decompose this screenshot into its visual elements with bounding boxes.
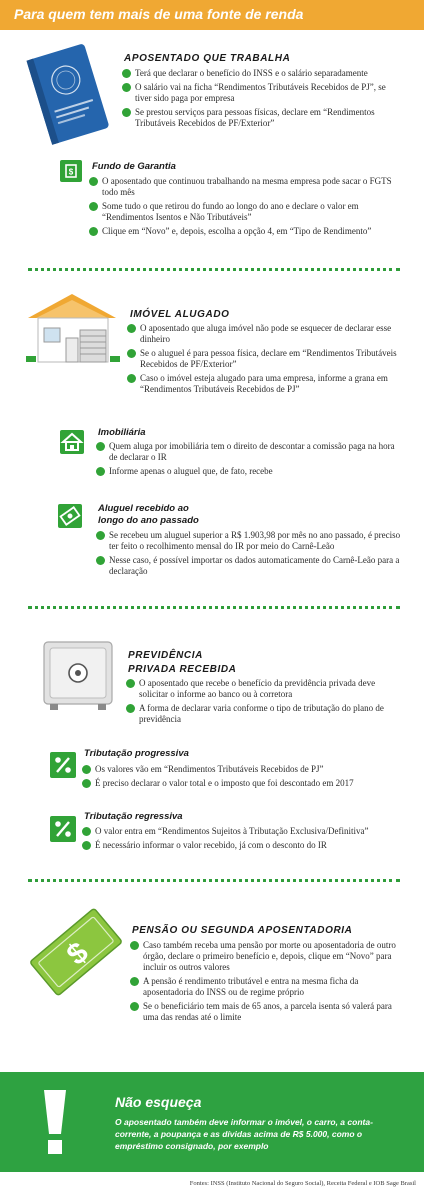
list-item: Se o beneficiário tem mais de 65 anos, a parcela isenta só valerá para uma das rendas até o limite <box>130 1001 402 1023</box>
bullet-list <box>82 764 400 792</box>
header-banner <box>0 0 424 30</box>
work-card-icon <box>20 42 116 146</box>
svg-text:$: $ <box>68 167 74 177</box>
section-divider <box>28 879 400 882</box>
list-item: Clique em “Novo” e, depois, escolha a opção 4, em “Tipo de Rendimento” <box>89 226 401 237</box>
list-item: É preciso declarar o valor total e o imposto que foi descontado em 2017 <box>82 778 400 789</box>
bullet-list <box>82 826 400 854</box>
subsection-title-aluguel: Aluguel recebido ao longo do ano passado <box>98 503 199 526</box>
list-item: Informe apenas o aluguel que, de fato, recebe <box>96 466 396 477</box>
section-divider <box>28 606 400 609</box>
section-title-imovel: IMÓVEL ALUGADO <box>130 309 230 320</box>
list-item: O aposentado que aluga imóvel não pode se esquecer de declarar esse dinheiro <box>127 323 401 345</box>
list-item: O valor entra em “Rendimentos Sujeitos à Tributação Exclusiva/Definitiva” <box>82 826 400 837</box>
list-item: Quem aluga por imobiliária tem o direito de descontar a comissão paga na hora de declarar o IR <box>96 441 396 463</box>
list-item: Terá que declarar o benefício do INSS e o salário separadamente <box>122 68 400 79</box>
source-note: Fontes: INSS (Instituto Nacional do Seguro Social), Receita Federal e IOB Sage Brasil <box>189 1180 416 1187</box>
list-item: O aposentado que recebe o benefício da previdência privada deve solicitar o informe ao banco ou à corretora <box>126 678 402 700</box>
bullet-list <box>122 68 400 132</box>
list-item: Nesse caso, é possível importar os dados automaticamente do Carnê-Leão para a declaração <box>96 555 402 577</box>
bullet-list <box>89 176 401 240</box>
svg-text:$: $ <box>60 935 95 972</box>
bullet-list <box>96 530 402 580</box>
bullet-list <box>130 940 402 1026</box>
list-item: A pensão é rendimento tributável e entra na mesma ficha da aposentadoria do INSS ou de regime próprio <box>130 976 402 998</box>
section-title-pensao: PENSÃO OU SEGUNDA APOSENTADORIA <box>132 925 353 936</box>
bullet-list <box>127 323 401 398</box>
page-title: Para quem tem mais de uma fonte de renda <box>14 6 304 22</box>
section-divider <box>28 268 400 271</box>
list-item: O salário vai na ficha “Rendimentos Tributáveis Recebidos de PJ”, se tiver sido paga por empresa <box>122 82 400 104</box>
list-item: A forma de declarar varia conforme o tipo de tributação do plano de previdência <box>126 703 402 725</box>
reminder-banner <box>0 1072 424 1172</box>
exclamation-icon <box>40 1090 70 1156</box>
reminder-title: Não esqueça <box>115 1094 202 1110</box>
section-title-aposentado: APOSENTADO QUE TRABALHA <box>124 53 291 64</box>
house-icon <box>22 290 122 366</box>
list-item: Caso também receba uma pensão por morte ou aposentadoria de outro órgão, declare o primeiro benefício e, depois, clique em “Novo” para incluir os outros valores <box>130 940 402 973</box>
list-item: Se recebeu um aluguel superior a R$ 1.903,98 por mês no ano passado, é preciso ter feito o recolhimento mensal do IR por meio do Carnê-Leão <box>96 530 402 552</box>
percent-icon <box>50 816 76 842</box>
fgts-icon <box>60 160 82 182</box>
home-icon <box>60 430 84 454</box>
list-item: Some tudo o que retirou do fundo ao longo do ano e declare o valor em “Rendimentos Isentos e Não Tributáveis” <box>89 201 401 223</box>
subsection-title-imobiliaria: Imobiliária <box>98 427 146 438</box>
subsection-title-fgts: Fundo de Garantia <box>92 161 176 172</box>
safe-icon <box>42 640 114 714</box>
dollar-bill-icon <box>24 906 128 998</box>
list-item: O aposentado que continuou trabalhando na mesma empresa pode sacar o FGTS todo mês <box>89 176 401 198</box>
bullet-list <box>126 678 402 728</box>
reminder-text: O aposentado também deve informar o imóvel, o carro, a conta-corrente, a poupança e as dívidas acima de R$ 5.000, como o empréstimo consignado, por exemplo <box>115 1117 373 1151</box>
list-item: Caso o imóvel esteja alugado para uma empresa, informe a grana em “Rendimentos Tributáveis Recebidos de PJ” <box>127 373 401 395</box>
money-icon <box>58 504 82 528</box>
percent-icon <box>50 752 76 778</box>
bullet-list <box>96 441 396 480</box>
list-item: Os valores vão em “Rendimentos Tributáveis Recebidos de PJ” <box>82 764 400 775</box>
list-item: Se prestou serviços para pessoas físicas, declare em “Rendimentos Tributáveis Recebidos de PF/Exterior” <box>122 107 400 129</box>
subsection-title-regressiva: Tributação regressiva <box>84 811 183 822</box>
subsection-title-progressiva: Tributação progressiva <box>84 748 189 759</box>
list-item: Se o aluguel é para pessoa física, declare em “Rendimentos Tributáveis Recebidos de PF/Exterior” <box>127 348 401 370</box>
section-title-previdencia: PREVIDÊNCIA PRIVADA RECEBIDA <box>128 650 237 675</box>
list-item: É necessário informar o valor recebido, já com o desconto do IR <box>82 840 400 851</box>
